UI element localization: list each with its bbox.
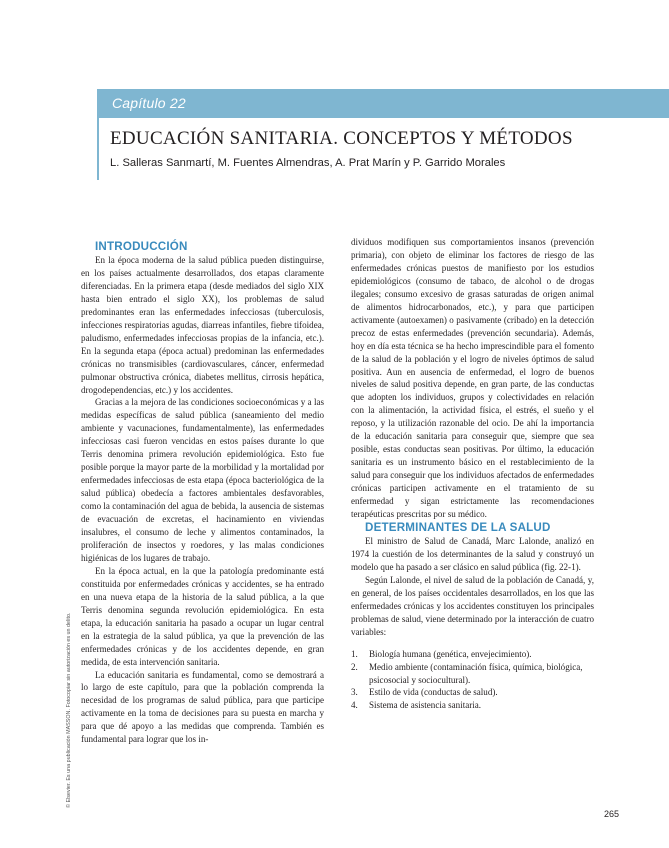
list-number: 1. — [351, 648, 358, 659]
paragraph-continuation: dividuos modifiquen sus comportamientos insanos (prevención primaria), con objeto de eliminar los factores de riesgo de las enfermedades crónicas puestos de manifiesto por los estudios epidemiológicos (consumo de tabaco, de alcohol o de drogas ilegales; consumo excesivo de grasas saturadas de origen animal de alimentos hidrocarbonados, etc.), y para que participen activamente (autoexamen) o pasivamente (cribado) en la detección precoz de estas enfermedades (prevención secundaria). Además, hoy en día esta técnica se ha hecho imprescindible para el fomento de la salud de la población y el logro de niveles óptimos de salud positiva. Aun en ausencia de enfermedad, el logro de buenos niveles de salud positiva depende, en gran parte, de las conductas que adopten los individuos, grupos y colectividades en relación con la alimentación, la actividad física, el estrés, el sueño y el reposo, y la utilización razonable del ocio. De ahí la importancia de la educación sanitaria para conseguir que, siempre que sea posible, estas conductas sean positivas. Por último, la educación sanitaria es un instrumento básico en el restablecimiento de la salud para conseguir que los individuos afectados de enfermedades crónicas participen activamente en el tratamiento de su enfermedad y sigan estrictamente las recomendaciones terapéuticas prescritas por su médico. — [351, 237, 594, 520]
right-column — [351, 236, 594, 712]
page-number: 265 — [604, 809, 620, 819]
paragraph: En la época actual, en la que la patología predominante está constituida por enfermedades crónicas y accidentes, se ha entrado en una nueva etapa de la historia de la salud pública, a la que Terris denomina segunda revolución epidemiológica. En esta etapa, la educación sanitaria ha pasado a ocupar un lugar central en la estrategia de la salud pública, ya que la prevención de las enfermedades crónicas y de los accidentes depende, en gran medida, de esta intervención sanitaria. — [81, 565, 324, 667]
list-item — [351, 661, 594, 687]
list-number: 4. — [351, 700, 358, 711]
paragraph: Según Lalonde, el nivel de salud de la población de Canadá, y, en general, de los países occidentales desarrollados, en los que las enfermedades crónicas y los accidentes constituyen los principales problemas de salud, viene determinado por la interacción de cuatro variables: — [351, 574, 594, 637]
paragraph: Gracias a la mejora de las condiciones socioeconómicas y a las medidas específicas de salud pública (saneamiento del medio ambiente y vacunaciones, fundamentalmente), las enfermedades infecciosas casi fueron vencidas en estos países durante lo que Terris denomina primera revolución epidemiológica. Esto fue posible porque la mayor parte de la morbilidad y la mortalidad por enfermedades infecciosas de esta etapa (época bacteriológica de la salud pública) obedecía a factores ambientales desfavorables, como la contaminación del agua de bebida, la ausencia de sistemas de evacuación de excretas, el hacinamiento en viviendas insalubres, el consumo de leche y alimentos contaminados, la proliferación de insectos y roedores, y las malas condiciones higiénicas de los lugares de trabajo. — [81, 397, 324, 563]
chapter-label: Capítulo 22 — [112, 95, 186, 111]
paragraph: En la época moderna de la salud pública pueden distinguirse, en los países actualmente desarrollados, dos etapas claramente diferenciadas. En la primera etapa (desde mediados del siglo XIX hasta bien entrado el siglo XX), los problemas de salud predominantes eran las enfermedades infecciosas (tuberculosis, infecciones respiratorias agudas, diarreas infantiles, fiebre tifoidea, paludismo, enfermedades infecciosas propias de la infancia, etc.). En la segunda etapa (época actual) predominan las enfermedades crónicas no transmisibles (cardiovasculares, cáncer, enfermedad pulmonar obstructiva crónica, diabetes mellitus, cirrosis hepática, drogodependencias, etc.) y los accidentes. — [81, 255, 324, 395]
section-heading-determinantes: DETERMINANTES DE LA SALUD — [365, 520, 551, 534]
paragraph: La educación sanitaria es fundamental, como se demostrará a lo largo de este capítulo, para que la población comprenda la necesidad de los programas de salud pública, para que participe activamente en la toma de decisiones para su puesta en marcha y para que dé apoyo a las medidas que comprenda. También es fundamental para lograr que los in- — [81, 669, 324, 745]
section-heading-introduccion: INTRODUCCIÓN — [95, 240, 188, 253]
copyright-notice: © Elsevier. Es una publicación MASSON. Fotocopiar sin autorización es un delito. — [66, 612, 72, 808]
authors: L. Salleras Sanmartí, M. Fuentes Almendras, A. Prat Marín y P. Garrido Morales — [110, 157, 506, 169]
title-rule — [97, 118, 99, 180]
list-item — [351, 686, 594, 699]
list-text: Sistema de asistencia sanitaria. — [369, 700, 482, 711]
determinants-list — [351, 648, 594, 713]
left-column — [81, 240, 324, 746]
list-text: Estilo de vida (conductas de salud). — [369, 687, 498, 698]
paragraph: El ministro de Salud de Canadá, Marc Lalonde, analizó en 1974 la cuestión de los determinantes de la salud y construyó un modelo que ha pasado a ser clásico en salud pública (fig. 22-1). — [351, 535, 594, 572]
list-number: 3. — [351, 687, 358, 698]
list-text: Biología humana (genética, envejecimiento). — [369, 648, 532, 659]
list-item — [351, 699, 594, 712]
list-text: Medio ambiente (contaminación física, química, biológica, psicosocial y sociocultural). — [369, 661, 583, 685]
list-item — [351, 648, 594, 661]
chapter-title: EDUCACIÓN SANITARIA. CONCEPTOS Y MÉTODOS — [110, 128, 573, 149]
list-number: 2. — [351, 661, 358, 672]
